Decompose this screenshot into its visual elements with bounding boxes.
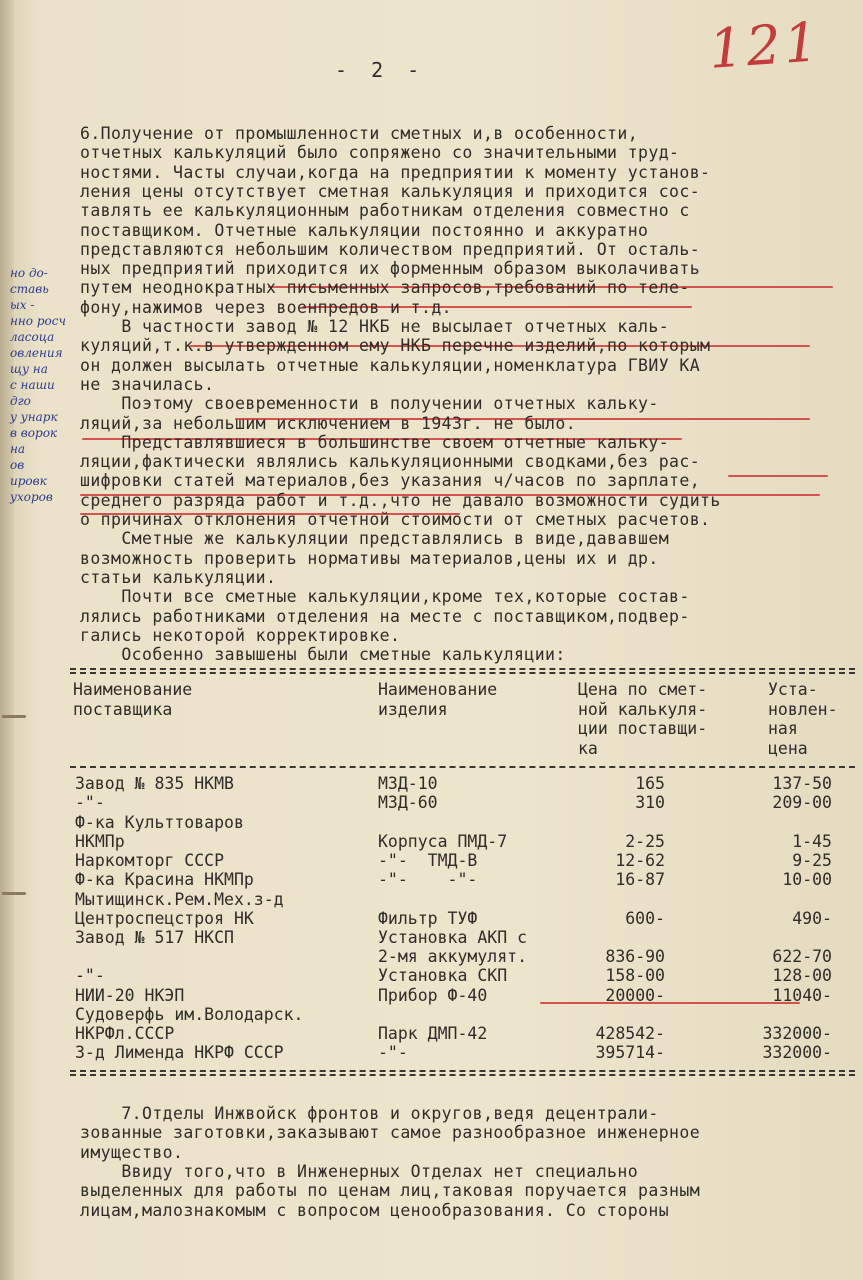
text-line: лицам,малознакомым с вопросом ценообразования. Со стороны	[80, 1200, 670, 1220]
table-cell-estimate-price: 395714-	[595, 1043, 665, 1062]
table-cell-set-price: 11040-	[772, 986, 832, 1005]
table-header-cell: Наименование	[73, 680, 193, 699]
table-cell-set-price: 1-45	[792, 832, 832, 851]
binding-stitch	[2, 715, 26, 718]
table-cell-supplier: Судоверфь им.Володарск.	[75, 1005, 304, 1024]
text-line: В частности завод № 12 НКБ не высылает отчетных каль-	[80, 317, 670, 336]
text-line: ностями. Часты случаи,когда на предприятии к моменту установ-	[80, 162, 711, 182]
table-cell-set-price: 10-00	[782, 870, 832, 889]
text-line: 6.Получение от промышленности сметных и,в особенности,	[80, 124, 639, 143]
table-cell-set-price: 332000-	[762, 1043, 832, 1062]
table-cell-item: Корпуса ПМД-7	[378, 832, 508, 851]
margin-note-line: с наши	[10, 378, 55, 392]
table-cell-set-price: 137-50	[772, 774, 832, 793]
table-header-cell: Наименование	[378, 680, 498, 699]
table-cell-supplier: Ф-ка Красина НКМПр	[75, 870, 254, 889]
table-cell-supplier: Завод № 517 НКСП	[75, 928, 234, 947]
page-number: - 2 -	[335, 58, 426, 82]
table-cell-item: -"- -"-	[378, 870, 478, 889]
table-header-cell: цена	[768, 738, 808, 758]
margin-note-line: ухоров	[10, 490, 53, 504]
text-line: 7.Отделы Инжвойск фронтов и округов,ведя децентрали-	[80, 1104, 659, 1123]
text-line: куляций,т.к.в утвержденном ему НКБ перечне изделий,по которым	[80, 336, 711, 356]
table-header-cell: ка	[578, 738, 598, 758]
text-line: ления цены отсутствует сметная калькуляция и приходится сос-	[80, 181, 701, 201]
table-cell-item: -"-	[378, 1043, 408, 1062]
table-header-cell: Уста-	[768, 680, 818, 699]
table-rule-bottom	[70, 1074, 855, 1076]
table-header-cell: новлен-	[768, 699, 838, 719]
text-line: ляций,за небольшим исключением в 1943г. не было.	[80, 413, 577, 433]
table-header-cell: поставщика	[73, 699, 173, 719]
table-cell-estimate-price: 2-25	[625, 832, 665, 851]
table-cell-supplier: НИИ-20 НКЭП	[75, 986, 185, 1005]
table-header-cell: ции поставщи-	[578, 719, 708, 738]
text-line: ных предприятий приходится их форменным образом выколачивать	[80, 259, 701, 279]
table-cell-supplier: -"-	[75, 793, 105, 812]
table-cell-set-price: 128-00	[772, 966, 832, 985]
margin-note-line: ых -	[10, 298, 35, 312]
margin-note-line: в ворок	[10, 426, 58, 440]
margin-note-line: на	[10, 442, 26, 456]
table-cell-item: Фильтр ТУФ	[378, 909, 478, 928]
text-line: Ввиду того,что в Инженерных Отделах нет специально	[80, 1161, 639, 1181]
text-line: о причинах отклонения отчетной стоимости от сметных расчетов.	[80, 510, 711, 529]
table-cell-set-price: 490-	[792, 909, 832, 928]
binding-stitch	[2, 892, 26, 895]
table-cell-estimate-price: 310	[635, 793, 665, 812]
margin-note-line: дго	[10, 394, 31, 408]
table-cell-supplier: Ф-ка Культтоваров	[75, 813, 244, 832]
table-rule-header	[70, 766, 855, 768]
table-cell-supplier: Мытищинск.Рем.Мех.з-д	[75, 890, 284, 909]
red-underline	[728, 475, 828, 477]
text-line: он должен высылать отчетные калькуляции,номенклатура ГВИУ КА	[80, 355, 701, 375]
margin-note-line: нно росч	[10, 314, 66, 328]
table-cell-item: МЗД-10	[378, 774, 438, 793]
table-rule-top	[70, 668, 855, 670]
table-rule-top	[70, 672, 855, 674]
table-cell-item: Установка АКП с	[378, 928, 528, 947]
binding-edge	[0, 0, 14, 1280]
table-cell-set-price: 9-25	[792, 851, 832, 870]
table-rule-bottom	[70, 1070, 855, 1072]
text-line: представляются небольшим количеством предприятий. От осталь-	[80, 239, 701, 259]
text-line: Особенно завышены были сметные калькуляции:	[80, 645, 566, 665]
text-line: лялись работниками отделения на месте с поставщиком,подвер-	[80, 606, 690, 626]
table-header-cell: изделия	[378, 699, 448, 719]
text-line: отчетных калькуляций было сопряжено со значительными труд-	[80, 143, 680, 163]
text-line: шифровки статей материалов,без указания ч/часов по зарплате,	[80, 471, 701, 491]
table-cell-estimate-price: 165	[635, 774, 665, 793]
table-cell-estimate-price: 16-87	[615, 870, 665, 889]
text-line: имущество.	[80, 1142, 184, 1162]
table-cell-set-price: 332000-	[762, 1024, 832, 1043]
text-line: фону,нажимов через военпредов и т.д.	[80, 297, 453, 317]
text-line: возможность проверить нормативы материалов,цены их и др.	[80, 548, 659, 568]
table-cell-estimate-price: 428542-	[595, 1024, 665, 1043]
text-line: Представлявшиеся в большинстве своем отчетные кальку-	[80, 432, 670, 452]
text-line: не значилась.	[80, 374, 215, 394]
table-header-cell: Цена по смет-	[578, 680, 708, 699]
text-line: путем неоднократных письменных запросов,требований по теле-	[80, 278, 690, 298]
margin-note-line: ов	[10, 458, 25, 472]
table-cell-item: Прибор Ф-40	[378, 986, 488, 1005]
text-line: зованные заготовки,заказывают самое разнообразное инженерное	[80, 1123, 701, 1143]
table-header-cell: ной калькуля-	[578, 699, 708, 719]
table-cell-supplier: Завод № 835 НКМВ	[75, 774, 234, 793]
table-cell-estimate-price: 600-	[625, 909, 665, 928]
table-cell-item: МЗД-60	[378, 793, 438, 812]
text-line: тавлять ее калькуляционным работникам отделения совместно с	[80, 201, 690, 221]
text-line: Почти все сметные калькуляции,кроме тех,которые состав-	[80, 587, 690, 607]
table-cell-estimate-price: 12-62	[615, 851, 665, 870]
table-cell-supplier: Центроспецстроя НК	[75, 909, 254, 928]
table-cell-item: 2-мя аккумулят.	[378, 947, 528, 966]
table-cell-set-price: 209-00	[772, 793, 832, 812]
table-cell-supplier: З-д Лименда НКРФ СССР	[75, 1043, 284, 1062]
table-cell-item: Парк ДМП-42	[378, 1024, 488, 1043]
table-cell-estimate-price: 20000-	[605, 986, 665, 1005]
margin-note-line: ласоца	[10, 330, 55, 344]
folio-number: 121	[706, 10, 824, 81]
table-cell-item: Установка СКП	[378, 966, 508, 985]
margin-note-line: щу на	[10, 362, 48, 376]
table-cell-supplier: НКМПр	[75, 832, 125, 851]
margin-note-line: овления	[10, 346, 63, 360]
text-line: гались некоторой корректировке.	[80, 625, 401, 645]
text-line: среднего разряда работ и т.д.,что не давало возможности судить	[80, 490, 721, 510]
table-cell-supplier: -"-	[75, 966, 105, 985]
text-line: Сметные же калькуляции представлялись в виде,дававшем	[80, 529, 670, 549]
margin-note-line: ставь	[10, 282, 49, 296]
table-header-cell: ная	[768, 719, 798, 738]
margin-note-line: но до-	[10, 266, 48, 280]
text-line: поставщиком. Отчетные калькуляции постоянно и аккуратно	[80, 220, 649, 240]
text-line: выделенных для работы по ценам лиц,таковая поручается разным	[80, 1181, 701, 1201]
margin-note-line: ировк	[10, 474, 47, 488]
table-cell-set-price: 622-70	[772, 947, 832, 966]
table-cell-supplier: НКРФл.СССР	[75, 1024, 175, 1043]
table-cell-item: -"- ТМД-В	[378, 851, 478, 870]
text-line: Поэтому своевременности в получении отчетных кальку-	[80, 394, 659, 414]
text-line: статьи калькуляции.	[80, 567, 277, 587]
table-cell-estimate-price: 158-00	[605, 966, 665, 985]
text-line: ляции,фактически являлись калькуляционными сводками,без рас-	[80, 452, 701, 472]
table-cell-supplier: Наркомторг СССР	[75, 851, 225, 870]
margin-note-line: у унарк	[10, 410, 58, 424]
table-cell-estimate-price: 836-90	[605, 947, 665, 966]
